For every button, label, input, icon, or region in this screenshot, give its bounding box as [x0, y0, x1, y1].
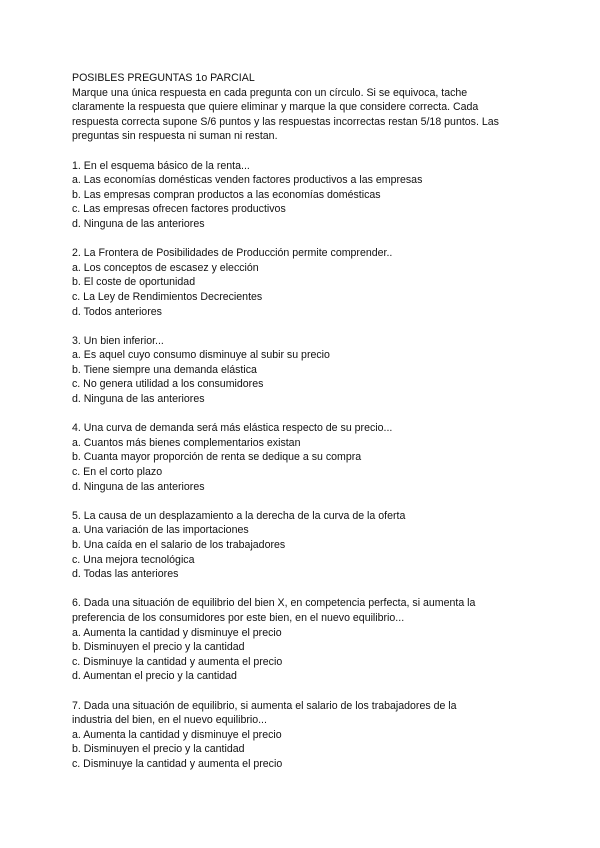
question-4 [72, 421, 542, 494]
instructions-line: preguntas sin respuesta ni suman ni restan. [72, 130, 278, 143]
question-stem-continued: industria del bien, en el nuevo equilibrio... [72, 714, 267, 727]
answer-option-a: a. Una variación de las importaciones [72, 524, 249, 537]
answer-option-d: d. Todos anteriores [72, 305, 162, 318]
question-stem: 7. Dada una situación de equilibrio, si aumenta el salario de los trabajadores de la [72, 699, 457, 712]
document-content [72, 71, 542, 772]
instructions-line: Marque una única respuesta en cada pregunta con un círculo. Si se equivoca, tache [72, 86, 468, 99]
answer-option-a: a. Es aquel cuyo consumo disminuye al subir su precio [72, 349, 330, 362]
answer-option-d: d. Ninguna de las anteriores [72, 480, 205, 493]
question-2 [72, 246, 542, 319]
question-3 [72, 334, 542, 407]
question-1 [72, 159, 542, 232]
answer-option-c: c. Una mejora tecnológica [72, 553, 195, 566]
answer-option-c: c. En el corto plazo [72, 466, 163, 479]
answer-option-b: b. Una caída en el salario de los trabajadores [72, 539, 286, 551]
answer-option-b: b. Disminuyen el precio y la cantidad [72, 641, 245, 654]
instructions-line: claramente la respuesta que quiere eliminar y marque la que considere correcta. Cada [72, 101, 479, 114]
answer-option-c: c. Las empresas ofrecen factores productivos [72, 203, 286, 216]
answer-option-b: b. Tiene siempre una demanda elástica [72, 363, 257, 376]
answer-option-d: d. Ninguna de las anteriores [72, 217, 205, 230]
answer-option-a: a. Cuantos más bienes complementarios existan [72, 436, 301, 449]
answer-option-a: a. Los conceptos de escasez y elección [72, 261, 259, 274]
answer-option-d: d. Aumentan el precio y la cantidad [72, 670, 237, 683]
answer-option-b: b. Las empresas compran productos a las economías domésticas [72, 188, 381, 201]
answer-option-b: b. Disminuyen el precio y la cantidad [72, 743, 245, 756]
document-title: POSIBLES PREGUNTAS 1o PARCIAL [72, 72, 255, 84]
question-stem: 4. Una curva de demanda será más elástica respecto de su precio... [72, 422, 393, 435]
question-stem-continued: preferencia de los consumidores por este bien, en el nuevo equilibrio... [72, 611, 405, 624]
instructions-line: respuesta correcta supone S/6 puntos y las respuestas incorrectas restan 5/18 puntos. Las [72, 115, 499, 128]
intro-block [72, 71, 542, 144]
answer-option-d: d. Ninguna de las anteriores [72, 393, 205, 406]
question-7 [72, 699, 542, 772]
question-stem: 5. La causa de un desplazamiento a la derecha de la curva de la oferta [72, 509, 406, 522]
answer-option-c: c. La Ley de Rendimientos Decrecientes [72, 290, 263, 303]
question-stem: 6. Dada una situación de equilibrio del bien X, en competencia perfecta, si aumenta la [72, 597, 476, 610]
question-stem: 2. La Frontera de Posibilidades de Producción permite comprender.. [72, 247, 393, 260]
answer-option-d: d. Todas las anteriores [72, 568, 179, 581]
answer-option-c: c. Disminuye la cantidad y aumenta el precio [72, 757, 283, 770]
answer-option-b: b. Cuanta mayor proporción de renta se dedique a su compra [72, 451, 362, 464]
answer-option-b: b. El coste de oportunidad [72, 276, 196, 289]
answer-option-a: a. Las economías domésticas venden factores productivos a las empresas [72, 174, 423, 187]
question-6 [72, 596, 542, 684]
answer-option-a: a. Aumenta la cantidad y disminuye el precio [72, 728, 282, 741]
question-5 [72, 509, 542, 582]
question-stem: 3. Un bien inferior... [72, 334, 164, 347]
answer-option-c: c. No genera utilidad a los consumidores [72, 378, 264, 391]
answer-option-c: c. Disminuye la cantidad y aumenta el precio [72, 655, 283, 668]
answer-option-a: a. Aumenta la cantidad y disminuye el precio [72, 626, 282, 639]
question-stem: 1. En el esquema básico de la renta... [72, 159, 250, 172]
